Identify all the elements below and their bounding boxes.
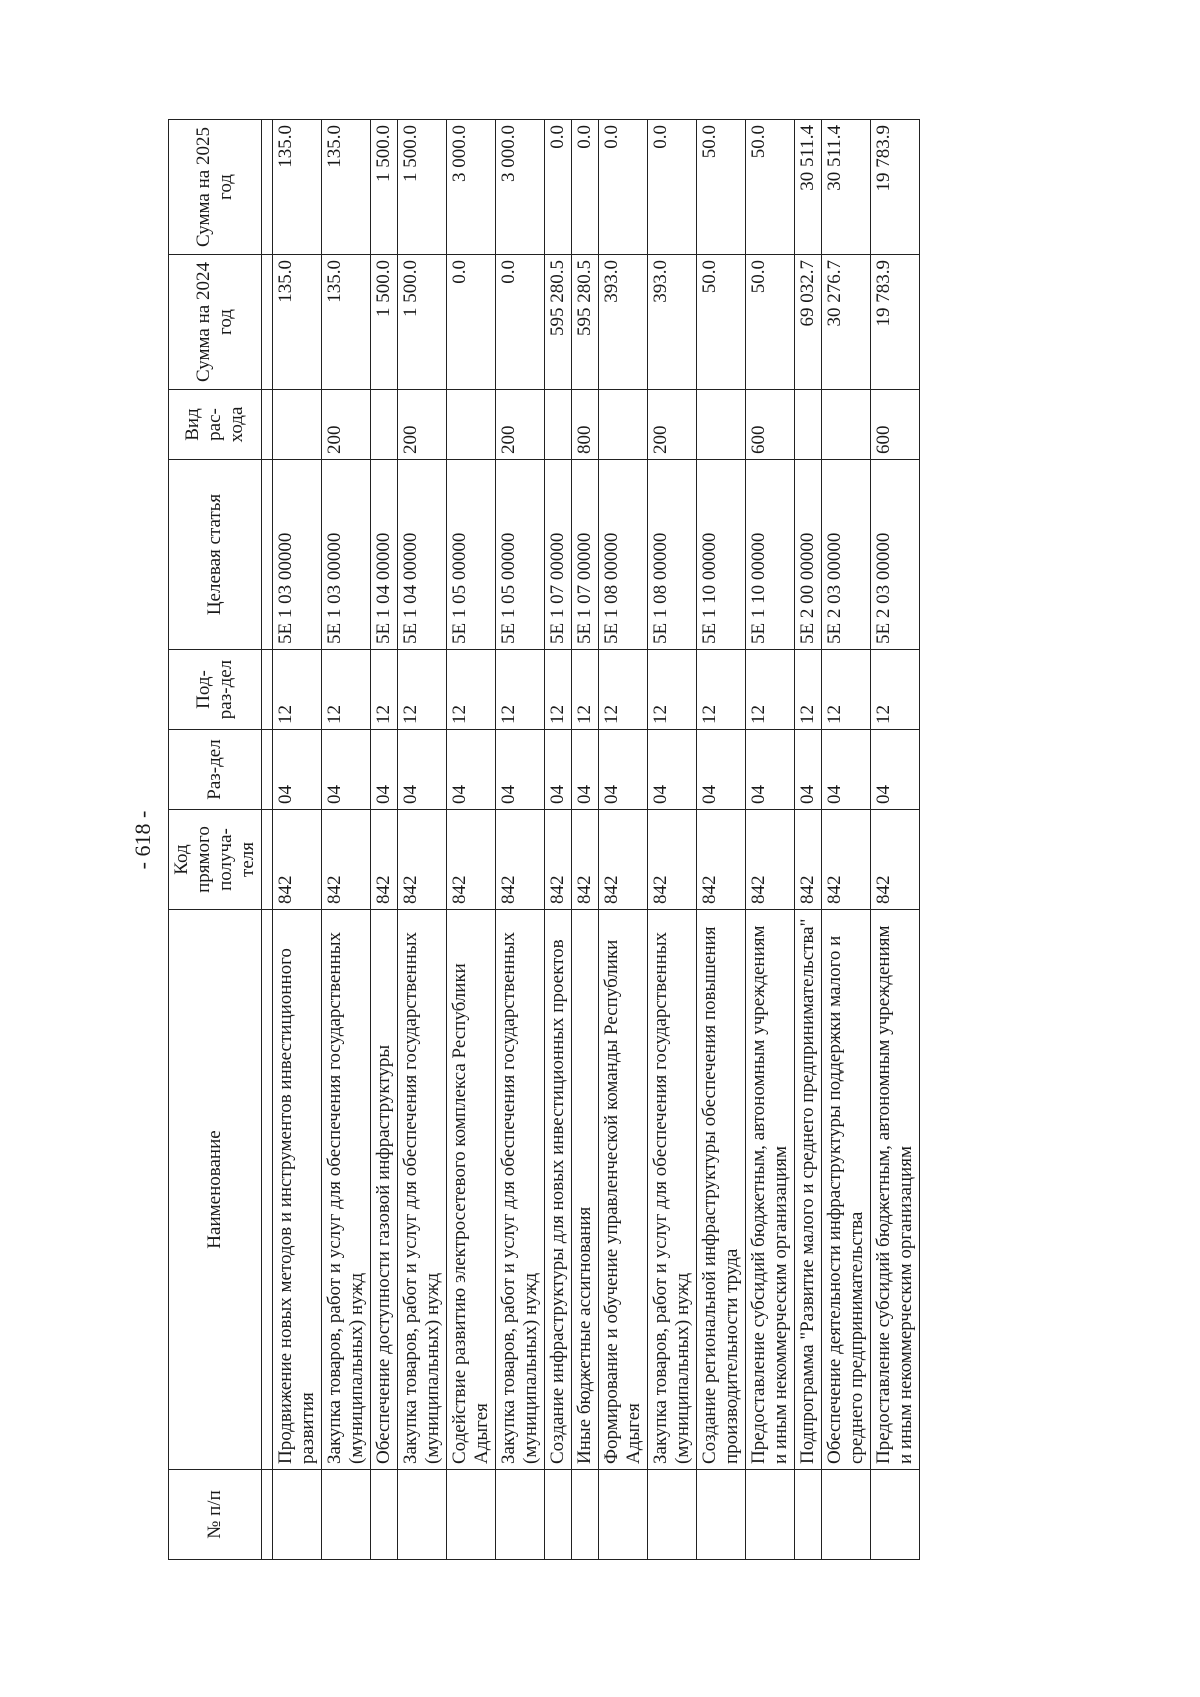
cell-celevaya: 5Е 1 07 00000 bbox=[545, 460, 572, 650]
cell-razdel: 04 bbox=[496, 730, 545, 810]
cell-code: 842 bbox=[371, 810, 398, 910]
cell-no bbox=[572, 1470, 599, 1560]
cell-name: Продвижение новых методов и инструментов инвестиционного развития bbox=[273, 910, 322, 1470]
cell-code: 842 bbox=[697, 810, 746, 910]
header-sum2025: Сумма на 2025 год bbox=[169, 120, 262, 255]
header-vid: Вид рас-хода bbox=[169, 390, 262, 460]
cell-vid: 200 bbox=[648, 390, 697, 460]
cell-vid bbox=[447, 390, 496, 460]
cell-no bbox=[599, 1470, 648, 1560]
table-row bbox=[447, 120, 496, 1560]
cell-razdel: 04 bbox=[398, 730, 447, 810]
cell-sum2025: 1 500.0 bbox=[371, 120, 398, 255]
cell-no bbox=[795, 1470, 822, 1560]
cell-vid bbox=[822, 390, 871, 460]
cell-name: Содействие развитию электросетевого комплекса Республики Адыгея bbox=[447, 910, 496, 1470]
cell-code: 842 bbox=[648, 810, 697, 910]
header-name: Наименование bbox=[169, 910, 262, 1470]
cell-vid: 200 bbox=[398, 390, 447, 460]
cell-no bbox=[746, 1470, 795, 1560]
cell-razdel: 04 bbox=[746, 730, 795, 810]
cell-sum2025: 135.0 bbox=[273, 120, 322, 255]
cell-podrazdel: 12 bbox=[599, 650, 648, 730]
cell-sum2024: 69 032.7 bbox=[795, 255, 822, 390]
cell-vid: 200 bbox=[322, 390, 371, 460]
cell-sum2024: 1 500.0 bbox=[371, 255, 398, 390]
cell-podrazdel: 12 bbox=[795, 650, 822, 730]
cell-code: 842 bbox=[599, 810, 648, 910]
cell-vid bbox=[273, 390, 322, 460]
cell-celevaya: 5Е 1 05 00000 bbox=[447, 460, 496, 650]
cell-sum2024: 0.0 bbox=[447, 255, 496, 390]
cell-sum2025: 50.0 bbox=[697, 120, 746, 255]
table-row bbox=[822, 120, 871, 1560]
cell-code: 842 bbox=[545, 810, 572, 910]
cell-code: 842 bbox=[273, 810, 322, 910]
cell-code: 842 bbox=[746, 810, 795, 910]
cell-podrazdel: 12 bbox=[371, 650, 398, 730]
cell-sum2024: 50.0 bbox=[697, 255, 746, 390]
table-row bbox=[545, 120, 572, 1560]
cell-celevaya: 5Е 1 03 00000 bbox=[273, 460, 322, 650]
table-row bbox=[273, 120, 322, 1560]
cell-podrazdel: 12 bbox=[648, 650, 697, 730]
cell-no bbox=[697, 1470, 746, 1560]
cell-sum2025: 1 500.0 bbox=[398, 120, 447, 255]
cell-podrazdel: 12 bbox=[496, 650, 545, 730]
cell-razdel: 04 bbox=[648, 730, 697, 810]
cell-vid bbox=[599, 390, 648, 460]
cell-podrazdel: 12 bbox=[697, 650, 746, 730]
cell-podrazdel: 12 bbox=[871, 650, 920, 730]
cell-razdel: 04 bbox=[599, 730, 648, 810]
cell-razdel: 04 bbox=[572, 730, 599, 810]
cell-sum2025: 3 000.0 bbox=[496, 120, 545, 255]
cell-sum2025: 0.0 bbox=[572, 120, 599, 255]
header-spacer-row bbox=[262, 120, 273, 1560]
cell-vid: 800 bbox=[572, 390, 599, 460]
cell-name: Создание инфраструктуры для новых инвестиционных проектов bbox=[545, 910, 572, 1470]
cell-sum2025: 30 511.4 bbox=[795, 120, 822, 255]
cell-name: Создание региональной инфраструктуры обеспечения повышения производительности труда bbox=[697, 910, 746, 1470]
cell-sum2024: 393.0 bbox=[599, 255, 648, 390]
cell-code: 842 bbox=[572, 810, 599, 910]
cell-name: Предоставление субсидий бюджетным, автономным учреждениям и иным некоммерческим организациям bbox=[871, 910, 920, 1470]
header-no: № п/п bbox=[169, 1470, 262, 1560]
cell-sum2025: 50.0 bbox=[746, 120, 795, 255]
cell-celevaya: 5Е 1 08 00000 bbox=[599, 460, 648, 650]
table-row bbox=[572, 120, 599, 1560]
cell-code: 842 bbox=[822, 810, 871, 910]
header-sum2024: Сумма на 2024 год bbox=[169, 255, 262, 390]
cell-celevaya: 5Е 1 04 00000 bbox=[371, 460, 398, 650]
cell-sum2025: 135.0 bbox=[322, 120, 371, 255]
cell-no bbox=[648, 1470, 697, 1560]
cell-celevaya: 5Е 2 03 00000 bbox=[822, 460, 871, 650]
cell-name: Формирование и обучение управленческой команды Республики Адыгея bbox=[599, 910, 648, 1470]
cell-no bbox=[398, 1470, 447, 1560]
cell-celevaya: 5Е 1 10 00000 bbox=[746, 460, 795, 650]
cell-razdel: 04 bbox=[447, 730, 496, 810]
cell-code: 842 bbox=[496, 810, 545, 910]
cell-sum2025: 30 511.4 bbox=[822, 120, 871, 255]
table-row bbox=[871, 120, 920, 1560]
cell-sum2024: 19 783.9 bbox=[871, 255, 920, 390]
cell-sum2024: 135.0 bbox=[273, 255, 322, 390]
table-row bbox=[398, 120, 447, 1560]
cell-celevaya: 5Е 1 07 00000 bbox=[572, 460, 599, 650]
cell-name: Закупка товаров, работ и услуг для обеспечения государственных (муниципальных) нужд bbox=[648, 910, 697, 1470]
cell-podrazdel: 12 bbox=[322, 650, 371, 730]
cell-vid bbox=[697, 390, 746, 460]
cell-sum2025: 0.0 bbox=[599, 120, 648, 255]
cell-code: 842 bbox=[322, 810, 371, 910]
cell-sum2024: 595 280.5 bbox=[545, 255, 572, 390]
cell-no bbox=[822, 1470, 871, 1560]
cell-celevaya: 5Е 1 05 00000 bbox=[496, 460, 545, 650]
cell-celevaya: 5Е 1 08 00000 bbox=[648, 460, 697, 650]
cell-vid: 600 bbox=[746, 390, 795, 460]
cell-podrazdel: 12 bbox=[746, 650, 795, 730]
cell-sum2024: 135.0 bbox=[322, 255, 371, 390]
cell-podrazdel: 12 bbox=[447, 650, 496, 730]
cell-razdel: 04 bbox=[871, 730, 920, 810]
cell-sum2024: 393.0 bbox=[648, 255, 697, 390]
cell-celevaya: 5Е 2 00 00000 bbox=[795, 460, 822, 650]
cell-sum2024: 30 276.7 bbox=[822, 255, 871, 390]
cell-no bbox=[496, 1470, 545, 1560]
cell-code: 842 bbox=[795, 810, 822, 910]
header-razdel: Раз-дел bbox=[169, 730, 262, 810]
cell-sum2024: 50.0 bbox=[746, 255, 795, 390]
cell-sum2024: 595 280.5 bbox=[572, 255, 599, 390]
cell-sum2025: 3 000.0 bbox=[447, 120, 496, 255]
cell-podrazdel: 12 bbox=[572, 650, 599, 730]
cell-vid bbox=[371, 390, 398, 460]
cell-razdel: 04 bbox=[822, 730, 871, 810]
cell-vid: 200 bbox=[496, 390, 545, 460]
cell-name: Обеспечение доступности газовой инфраструктуры bbox=[371, 910, 398, 1470]
rotated-page bbox=[130, 120, 1070, 1560]
header-code: Код прямого получа-теля bbox=[169, 810, 262, 910]
cell-sum2025: 0.0 bbox=[648, 120, 697, 255]
table-row bbox=[697, 120, 746, 1560]
cell-podrazdel: 12 bbox=[545, 650, 572, 730]
table-header-row bbox=[169, 120, 262, 1560]
cell-name: Закупка товаров, работ и услуг для обеспечения государственных (муниципальных) нужд bbox=[398, 910, 447, 1470]
table-row bbox=[746, 120, 795, 1560]
cell-podrazdel: 12 bbox=[398, 650, 447, 730]
cell-razdel: 04 bbox=[697, 730, 746, 810]
cell-razdel: 04 bbox=[322, 730, 371, 810]
cell-code: 842 bbox=[447, 810, 496, 910]
cell-no bbox=[871, 1470, 920, 1560]
header-celevaya: Целевая статья bbox=[169, 460, 262, 650]
cell-sum2025: 0.0 bbox=[545, 120, 572, 255]
table-row bbox=[496, 120, 545, 1560]
cell-razdel: 04 bbox=[795, 730, 822, 810]
cell-razdel: 04 bbox=[545, 730, 572, 810]
header-podrazdel: Под-раз-дел bbox=[169, 650, 262, 730]
cell-name: Закупка товаров, работ и услуг для обеспечения государственных (муниципальных) нужд bbox=[496, 910, 545, 1470]
cell-name: Подпрограмма "Развитие малого и среднего предпринимательства" bbox=[795, 910, 822, 1470]
cell-name: Иные бюджетные ассигнования bbox=[572, 910, 599, 1470]
table-row bbox=[322, 120, 371, 1560]
cell-celevaya: 5Е 1 10 00000 bbox=[697, 460, 746, 650]
cell-vid: 600 bbox=[871, 390, 920, 460]
table-row bbox=[599, 120, 648, 1560]
cell-podrazdel: 12 bbox=[822, 650, 871, 730]
cell-name: Закупка товаров, работ и услуг для обеспечения государственных (муниципальных) нужд bbox=[322, 910, 371, 1470]
cell-sum2024: 0.0 bbox=[496, 255, 545, 390]
cell-celevaya: 5Е 1 04 00000 bbox=[398, 460, 447, 650]
table-row bbox=[795, 120, 822, 1560]
table-row bbox=[648, 120, 697, 1560]
table-body bbox=[273, 120, 920, 1560]
cell-no bbox=[322, 1470, 371, 1560]
cell-code: 842 bbox=[398, 810, 447, 910]
table-row bbox=[371, 120, 398, 1560]
cell-name: Предоставление субсидий бюджетным, автономным учреждениям и иным некоммерческим организациям bbox=[746, 910, 795, 1470]
cell-podrazdel: 12 bbox=[273, 650, 322, 730]
cell-razdel: 04 bbox=[273, 730, 322, 810]
cell-no bbox=[273, 1470, 322, 1560]
cell-razdel: 04 bbox=[371, 730, 398, 810]
cell-no bbox=[371, 1470, 398, 1560]
cell-sum2025: 19 783.9 bbox=[871, 120, 920, 255]
cell-vid bbox=[795, 390, 822, 460]
cell-sum2024: 1 500.0 bbox=[398, 255, 447, 390]
cell-code: 842 bbox=[871, 810, 920, 910]
cell-no bbox=[447, 1470, 496, 1560]
cell-vid bbox=[545, 390, 572, 460]
cell-celevaya: 5Е 1 03 00000 bbox=[322, 460, 371, 650]
budget-table bbox=[168, 119, 920, 1560]
cell-celevaya: 5Е 2 03 00000 bbox=[871, 460, 920, 650]
cell-no bbox=[545, 1470, 572, 1560]
cell-name: Обеспечение деятельности инфраструктуры поддержки малого и среднего предпринимательства bbox=[822, 910, 871, 1470]
page-number: - 618 - bbox=[130, 810, 155, 870]
